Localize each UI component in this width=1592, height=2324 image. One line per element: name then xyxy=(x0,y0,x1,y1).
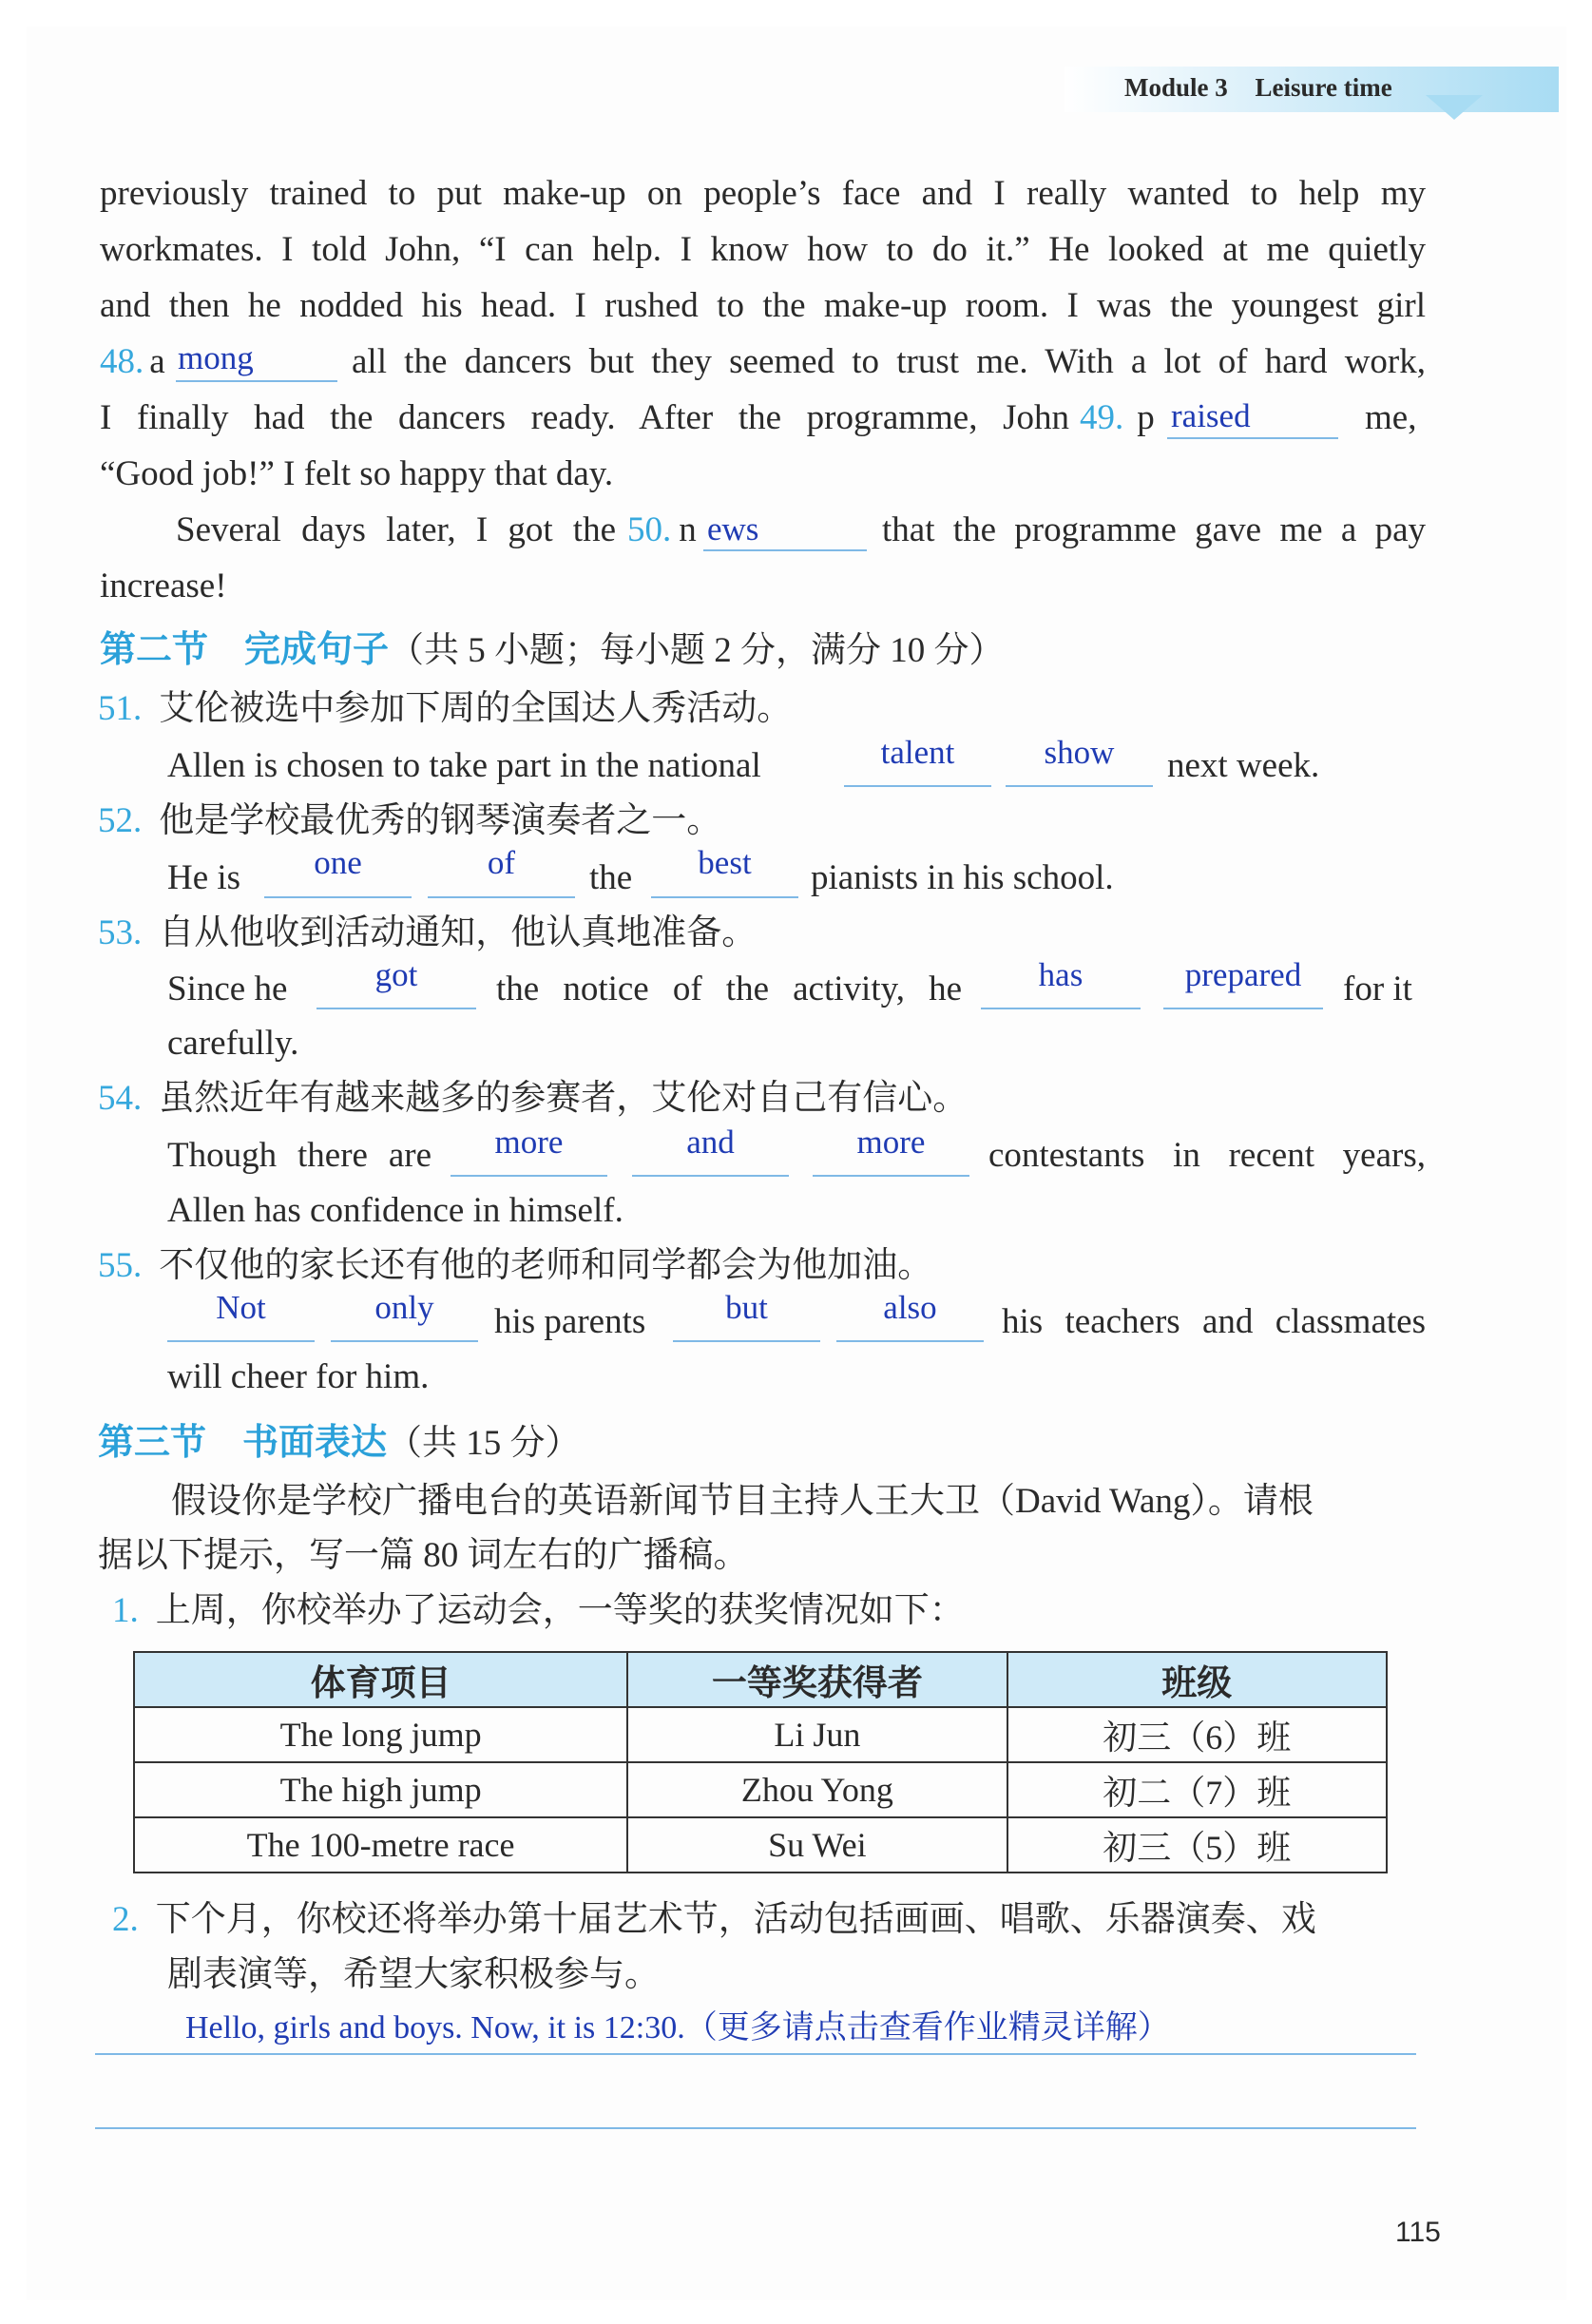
q54-prompt xyxy=(98,1070,968,1126)
q52-mid: the xyxy=(589,858,633,897)
cell-winner: Su Wei xyxy=(627,1817,1007,1873)
header-winner: 一等奖获得者 xyxy=(627,1652,1007,1707)
point-1-text: 上周，你校举办了运动会，一等奖的获奖情况如下： xyxy=(155,1591,965,1630)
module-label: Module 3 xyxy=(1124,73,1228,102)
cell-event: The 100-metre race xyxy=(134,1817,627,1873)
q50-prefix xyxy=(627,502,697,558)
passage-line-1: previously trained to put make-up on people’s face and I really wanted to help my xyxy=(100,174,1426,213)
q48-number: 48. xyxy=(100,342,144,381)
point-2-number: 2. xyxy=(112,1900,139,1939)
q54-pre: Though there are xyxy=(167,1136,432,1175)
q54-post: contestants in recent years, xyxy=(988,1136,1426,1175)
q53-line-2: carefully. xyxy=(167,1024,299,1063)
cell-class: 初三（6）班 xyxy=(1007,1707,1387,1762)
q51-pre: Allen is chosen to take part in the national xyxy=(167,746,761,785)
header-event: 体育项目 xyxy=(134,1652,627,1707)
answer-line-1[interactable] xyxy=(95,2053,1416,2055)
section2-title: 第二节 完成句子 xyxy=(100,630,390,670)
q51-blank-1[interactable] xyxy=(844,785,991,787)
q53-mid: the notice of the activity, he xyxy=(496,970,962,1008)
q54-line-2: Allen has confidence in himself. xyxy=(167,1191,623,1230)
answer-line-2[interactable] xyxy=(95,2127,1416,2129)
q51-answer-2: show xyxy=(1044,734,1115,771)
q54-answer-1: more xyxy=(494,1124,564,1161)
cell-class: 初二（7）班 xyxy=(1007,1762,1387,1817)
q52-answer-1: one xyxy=(314,844,362,881)
q55-line-2: will cheer for him. xyxy=(167,1357,430,1396)
q54-chinese: 虽然近年有越来越多的参赛者，艾伦对自己有信心。 xyxy=(159,1079,969,1118)
header-banner-tail xyxy=(1426,95,1483,120)
q52-answer-2: of xyxy=(487,844,516,881)
cell-winner: Li Jun xyxy=(627,1707,1007,1762)
q51-prompt xyxy=(98,681,792,737)
q55-blank-3[interactable] xyxy=(673,1340,820,1342)
q50-blank[interactable] xyxy=(703,549,867,551)
passage-line-5-post: me, xyxy=(1365,398,1417,437)
q52-blank-1[interactable] xyxy=(264,896,412,898)
module-title: Leisure time xyxy=(1255,73,1392,102)
table-row xyxy=(134,1707,1387,1762)
q54-number: 54. xyxy=(98,1079,143,1118)
q55-blank-2[interactable] xyxy=(331,1340,478,1342)
cell-event: The long jump xyxy=(134,1707,627,1762)
q51-answer-1: talent xyxy=(880,734,955,771)
q54-answer-2: and xyxy=(686,1124,735,1161)
section3-intro-2: 据以下提示，写一篇 80 词左右的广播稿。 xyxy=(98,1536,749,1575)
q52-blank-2[interactable] xyxy=(428,896,575,898)
header-module xyxy=(1124,73,1392,103)
q55-number: 55. xyxy=(98,1246,143,1285)
q55-post: his teachers and classmates xyxy=(1002,1302,1426,1341)
q53-post: for it xyxy=(1343,970,1412,1008)
q48-blank[interactable] xyxy=(176,380,337,382)
passage-line-6: “Good job!” I felt so happy that day. xyxy=(100,454,614,493)
q51-number: 51. xyxy=(98,689,143,728)
section3-note: （共 15 分） xyxy=(387,1424,581,1463)
q53-answer-1: got xyxy=(374,956,418,993)
q52-pre: He is xyxy=(167,858,241,897)
q52-blank-3[interactable] xyxy=(651,896,798,898)
q53-chinese: 自从他收到活动通知，他认真地准备。 xyxy=(159,913,758,952)
q49-answer: raised xyxy=(1171,397,1251,434)
q53-answer-2: has xyxy=(1038,956,1084,993)
q50-letter: n xyxy=(679,510,697,549)
q53-number: 53. xyxy=(98,913,143,952)
q55-blank-1[interactable] xyxy=(167,1340,315,1342)
section3-title: 第三节 书面表达 xyxy=(98,1423,388,1463)
q55-answer-4: also xyxy=(883,1289,937,1326)
page-number: 115 xyxy=(1395,2217,1441,2248)
passage-line-7-post: that the programme gave me a pay xyxy=(882,510,1426,549)
q51-chinese: 艾伦被选中参加下周的全国达人秀活动。 xyxy=(159,689,793,728)
q53-blank-2[interactable] xyxy=(981,1008,1141,1009)
table-header-row xyxy=(134,1652,1387,1707)
cell-event: The high jump xyxy=(134,1762,627,1817)
q54-blank-3[interactable] xyxy=(813,1175,969,1177)
section3-intro-1: 假设你是学校广播电台的英语新闻节目主持人王大卫（David Wang）。请根 xyxy=(171,1482,1314,1521)
awards-table xyxy=(133,1651,1388,1873)
q55-answer-3: but xyxy=(725,1289,768,1326)
q55-blank-4[interactable] xyxy=(836,1340,984,1342)
q49-prefix xyxy=(1080,390,1155,446)
q54-blank-1[interactable] xyxy=(451,1175,607,1177)
q50-answer: ews xyxy=(707,510,759,547)
q53-blank-1[interactable] xyxy=(316,1008,476,1009)
q51-blank-2[interactable] xyxy=(1006,785,1153,787)
passage-line-7-pre: Several days later, I got the xyxy=(176,510,616,549)
point-2-text-2: 剧表演等，希望大家积极参与。 xyxy=(167,1955,660,1994)
q52-chinese: 他是学校最优秀的钢琴演奏者之一。 xyxy=(159,801,722,840)
point-1-number: 1. xyxy=(112,1591,139,1630)
point-2-text-1: 下个月，你校还将举办第十届艺术节，活动包括画画、唱歌、乐器演奏、戏 xyxy=(155,1900,1316,1939)
passage-line-8: increase! xyxy=(100,567,227,605)
q54-blank-2[interactable] xyxy=(632,1175,789,1177)
section3-point-1 xyxy=(112,1583,965,1639)
q55-prompt xyxy=(98,1238,932,1294)
q55-answer-1: Not xyxy=(216,1289,266,1326)
q49-letter: p xyxy=(1137,398,1155,437)
passage-line-3: and then he nodded his head. I rushed to the make-up room. I was the youngest girl xyxy=(100,286,1426,325)
section3-point-2 xyxy=(112,1892,1316,1948)
table-row xyxy=(134,1817,1387,1873)
q55-answer-2: only xyxy=(374,1289,434,1326)
q55-mid: his parents xyxy=(494,1302,646,1341)
q48-answer: mong xyxy=(178,339,254,376)
q51-post: next week. xyxy=(1167,746,1320,785)
header-class: 班级 xyxy=(1007,1652,1387,1707)
essay-answer: Hello, girls and boys. Now, it is 12:30.（更多请点击查看作业精灵详解） xyxy=(185,2010,1170,2046)
cell-winner: Zhou Yong xyxy=(627,1762,1007,1817)
awards-table-wrap xyxy=(133,1651,1388,1873)
q53-blank-3[interactable] xyxy=(1163,1008,1323,1009)
passage-line-4-rest: all the dancers but they seemed to trust me. With a lot of hard work, xyxy=(352,342,1426,381)
q53-prompt xyxy=(98,905,757,961)
q48-letter: a xyxy=(149,342,165,381)
q52-prompt xyxy=(98,793,721,849)
q48-prefix xyxy=(100,334,165,390)
passage-line-2: workmates. I told John, “I can help. I know how to do it.” He looked at me quietly xyxy=(100,230,1426,269)
q52-answer-3: best xyxy=(698,844,752,881)
q50-number: 50. xyxy=(627,510,672,549)
q53-answer-3: prepared xyxy=(1184,956,1302,993)
passage-line-5-pre: I finally had the dancers ready. After the programme, John xyxy=(100,398,1069,437)
table-row xyxy=(134,1762,1387,1817)
cell-class: 初三（5）班 xyxy=(1007,1817,1387,1873)
q49-number: 49. xyxy=(1080,398,1124,437)
q55-chinese: 不仅他的家长还有他的老师和同学都会为他加油。 xyxy=(159,1246,933,1285)
section2-heading xyxy=(100,620,1005,672)
section2-note: （共 5 小题；每小题 2 分，满分 10 分） xyxy=(389,631,1005,670)
section3-heading xyxy=(98,1412,581,1465)
q49-blank[interactable] xyxy=(1167,437,1338,439)
q52-post: pianists in his school. xyxy=(811,858,1114,897)
q53-pre: Since he xyxy=(167,970,288,1008)
q52-number: 52. xyxy=(98,801,143,840)
q54-answer-3: more xyxy=(856,1124,926,1161)
